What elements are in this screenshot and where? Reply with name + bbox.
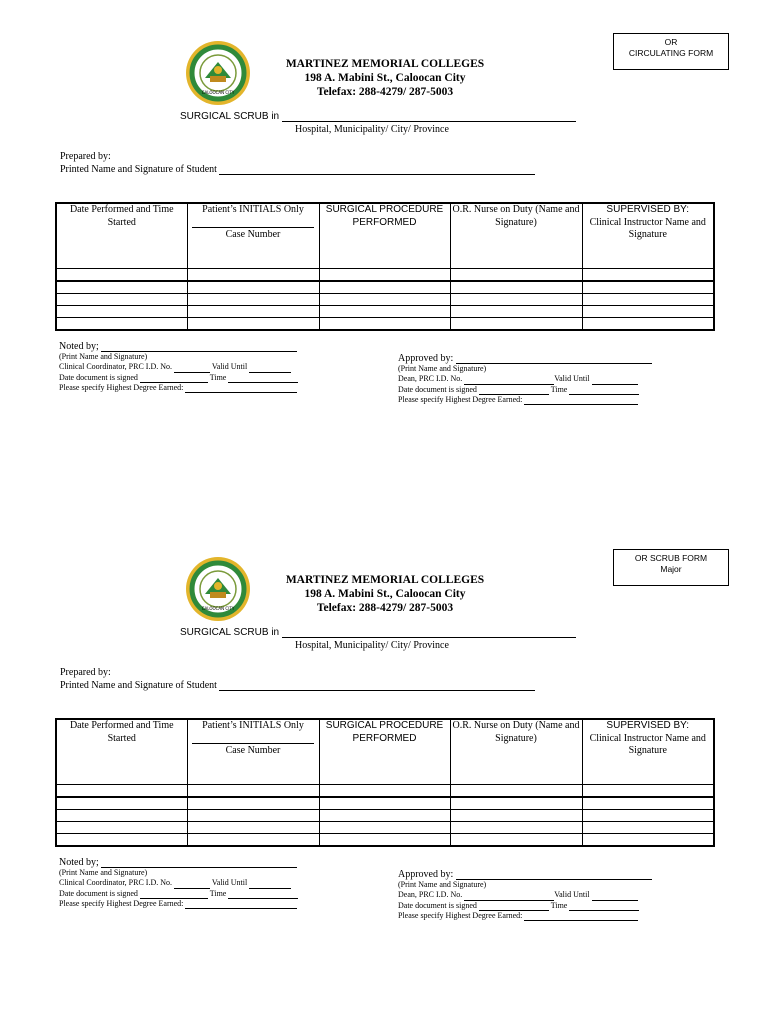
approved-prc-field[interactable] <box>464 376 554 385</box>
student-name-line <box>60 680 535 691</box>
noted-time-field[interactable] <box>228 890 298 899</box>
table-header-row <box>56 203 714 269</box>
letterhead <box>230 573 540 615</box>
noted-date-line <box>59 373 298 383</box>
approved-print-caption: (Print Name and Signature) <box>398 880 487 889</box>
noted-degree-field[interactable] <box>185 900 297 909</box>
noted-prc-label: Clinical Coordinator, PRC I.D. No. <box>59 362 173 372</box>
table-row[interactable] <box>56 810 714 822</box>
noted-time-label: Time <box>209 888 227 898</box>
student-name-field[interactable] <box>219 682 535 691</box>
hospital-field[interactable] <box>282 629 576 638</box>
col-case-number: Case Number <box>192 743 314 758</box>
approved-by-label: Approved by: <box>398 869 454 880</box>
approved-by-field[interactable] <box>456 355 652 364</box>
noted-prc-label: Clinical Coordinator, PRC I.D. No. <box>59 878 173 888</box>
noted-prc-line <box>59 878 298 888</box>
svg-text:CALOOCAN CITY: CALOOCAN CITY <box>201 606 235 611</box>
noted-degree-line <box>59 383 298 393</box>
col-nurse: O.R. Nurse on Duty (Name and Signature) <box>450 203 582 269</box>
noted-by-line <box>59 857 298 868</box>
letterhead <box>230 57 540 99</box>
noted-date-field[interactable] <box>140 374 208 383</box>
approved-by-line <box>398 869 652 880</box>
college-name: MARTINEZ MEMORIAL COLLEGES <box>285 58 485 70</box>
form-type-box <box>613 549 729 586</box>
col-nurse: O.R. Nurse on Duty (Name and Signature) <box>450 719 582 785</box>
table-row[interactable] <box>56 797 714 810</box>
approved-date-field[interactable] <box>479 386 549 395</box>
approved-by-block <box>398 869 652 921</box>
table-row[interactable] <box>56 318 714 331</box>
noted-valid-field[interactable] <box>249 880 291 889</box>
procedure-table <box>55 202 715 331</box>
noted-date-label: Date document is signed <box>59 372 138 382</box>
approved-degree-field[interactable] <box>524 912 638 921</box>
form-type-box <box>613 33 729 70</box>
noted-by-line <box>59 341 298 352</box>
noted-by-block <box>59 857 298 909</box>
col-supervised <box>582 719 714 785</box>
approved-print-caption: (Print Name and Signature) <box>398 364 487 373</box>
approved-degree-line <box>398 395 652 405</box>
col-date: Date Performed and Time Started <box>56 203 187 269</box>
noted-by-label: Noted by; <box>59 341 99 352</box>
approved-prc-label: Dean, PRC I.D. No. <box>398 374 463 384</box>
col-procedure: SURGICAL PROCEDURE PERFORMED <box>319 203 450 269</box>
col-initials-label: Patient’s INITIALS Only <box>202 204 304 215</box>
noted-degree-field[interactable] <box>185 384 297 393</box>
approved-valid-field[interactable] <box>592 892 638 901</box>
approved-prc-field[interactable] <box>464 892 554 901</box>
form-type-label: OR CIRCULATING FORM <box>628 37 714 58</box>
table-row[interactable] <box>56 834 714 847</box>
noted-by-label: Noted by; <box>59 857 99 868</box>
college-name: MARTINEZ MEMORIAL COLLEGES <box>285 574 485 586</box>
hospital-field[interactable] <box>282 113 576 122</box>
col-initials <box>187 203 319 269</box>
noted-by-field[interactable] <box>101 343 297 352</box>
table-row[interactable] <box>56 294 714 306</box>
svg-text:CALOOCAN CITY: CALOOCAN CITY <box>201 90 235 95</box>
col-supervised-label: SUPERVISED BY: <box>606 720 690 731</box>
approved-time-label: Time <box>550 384 568 394</box>
col-initials-label: Patient’s INITIALS Only <box>202 720 304 731</box>
table-row[interactable] <box>56 269 714 282</box>
table-row[interactable] <box>56 281 714 294</box>
approved-prc-line <box>398 890 652 900</box>
location-caption: Hospital, Municipality/ City/ Province <box>295 124 449 135</box>
approved-degree-field[interactable] <box>524 396 638 405</box>
approved-date-line <box>398 901 652 911</box>
approved-by-block <box>398 353 652 405</box>
noted-print-caption: (Print Name and Signature) <box>59 868 148 877</box>
approved-time-field[interactable] <box>569 386 639 395</box>
col-supervised-label: SUPERVISED BY: <box>606 204 690 215</box>
noted-prc-field[interactable] <box>174 364 210 373</box>
approved-degree-label: Please specify Highest Degree Earned: <box>398 394 523 404</box>
noted-by-field[interactable] <box>101 859 297 868</box>
location-caption: Hospital, Municipality/ City/ Province <box>295 640 449 651</box>
form-scrub-major <box>0 516 768 1016</box>
col-supervised-sub: Clinical Instructor Name and Signature <box>589 216 706 240</box>
noted-date-label: Date document is signed <box>59 888 138 898</box>
approved-prc-line <box>398 374 652 384</box>
approved-date-label: Date document is signed <box>398 900 477 910</box>
approved-time-label: Time <box>550 900 568 910</box>
approved-time-field[interactable] <box>569 902 639 911</box>
student-name-label: Printed Name and Signature of Student <box>60 164 217 175</box>
student-name-field[interactable] <box>219 166 535 175</box>
approved-valid-label: Valid Until <box>554 890 590 900</box>
col-supervised <box>582 203 714 269</box>
student-name-label: Printed Name and Signature of Student <box>60 680 217 691</box>
approved-date-field[interactable] <box>479 902 549 911</box>
form-type-label: OR SCRUB FORM Major <box>634 553 708 574</box>
approved-by-label: Approved by: <box>398 353 454 364</box>
approved-prc-label: Dean, PRC I.D. No. <box>398 890 463 900</box>
noted-degree-label: Please specify Highest Degree Earned: <box>59 382 184 392</box>
surgical-scrub-line <box>180 111 576 122</box>
noted-degree-label: Please specify Highest Degree Earned: <box>59 898 184 908</box>
table-row[interactable] <box>56 306 714 318</box>
noted-by-block <box>59 341 298 393</box>
procedure-table <box>55 718 715 847</box>
noted-print-caption: (Print Name and Signature) <box>59 352 148 361</box>
approved-by-field[interactable] <box>456 871 652 880</box>
prepared-by-label: Prepared by: <box>60 667 111 678</box>
approved-degree-line <box>398 911 652 921</box>
student-name-line <box>60 164 535 175</box>
noted-prc-field[interactable] <box>174 880 210 889</box>
table-row[interactable] <box>56 785 714 798</box>
table-header-row <box>56 719 714 785</box>
approved-date-label: Date document is signed <box>398 384 477 394</box>
noted-degree-line <box>59 899 298 909</box>
prepared-by-label: Prepared by: <box>60 151 111 162</box>
noted-valid-field[interactable] <box>249 364 291 373</box>
col-date: Date Performed and Time Started <box>56 719 187 785</box>
surgical-scrub-label: SURGICAL SCRUB in <box>180 111 280 122</box>
noted-time-label: Time <box>209 372 227 382</box>
surgical-scrub-line <box>180 627 576 638</box>
noted-prc-line <box>59 362 298 372</box>
college-telefax: Telefax: 288-4279/ 287-5003 <box>316 602 454 614</box>
col-procedure: SURGICAL PROCEDURE PERFORMED <box>319 719 450 785</box>
noted-date-field[interactable] <box>140 890 208 899</box>
col-initials <box>187 719 319 785</box>
approved-by-line <box>398 353 652 364</box>
noted-valid-label: Valid Until <box>211 878 248 888</box>
college-address: 198 A. Mabini St., Caloocan City <box>304 588 466 600</box>
noted-date-line <box>59 889 298 899</box>
college-address: 198 A. Mabini St., Caloocan City <box>304 72 466 84</box>
form-circulating <box>0 0 768 500</box>
approved-valid-label: Valid Until <box>554 374 590 384</box>
approved-valid-field[interactable] <box>592 376 638 385</box>
col-case-number: Case Number <box>192 227 314 242</box>
approved-degree-label: Please specify Highest Degree Earned: <box>398 910 523 920</box>
noted-time-field[interactable] <box>228 374 298 383</box>
table-row[interactable] <box>56 822 714 834</box>
college-telefax: Telefax: 288-4279/ 287-5003 <box>316 86 454 98</box>
col-supervised-sub: Clinical Instructor Name and Signature <box>589 732 706 756</box>
surgical-scrub-label: SURGICAL SCRUB in <box>180 627 280 638</box>
noted-valid-label: Valid Until <box>211 362 248 372</box>
approved-date-line <box>398 385 652 395</box>
